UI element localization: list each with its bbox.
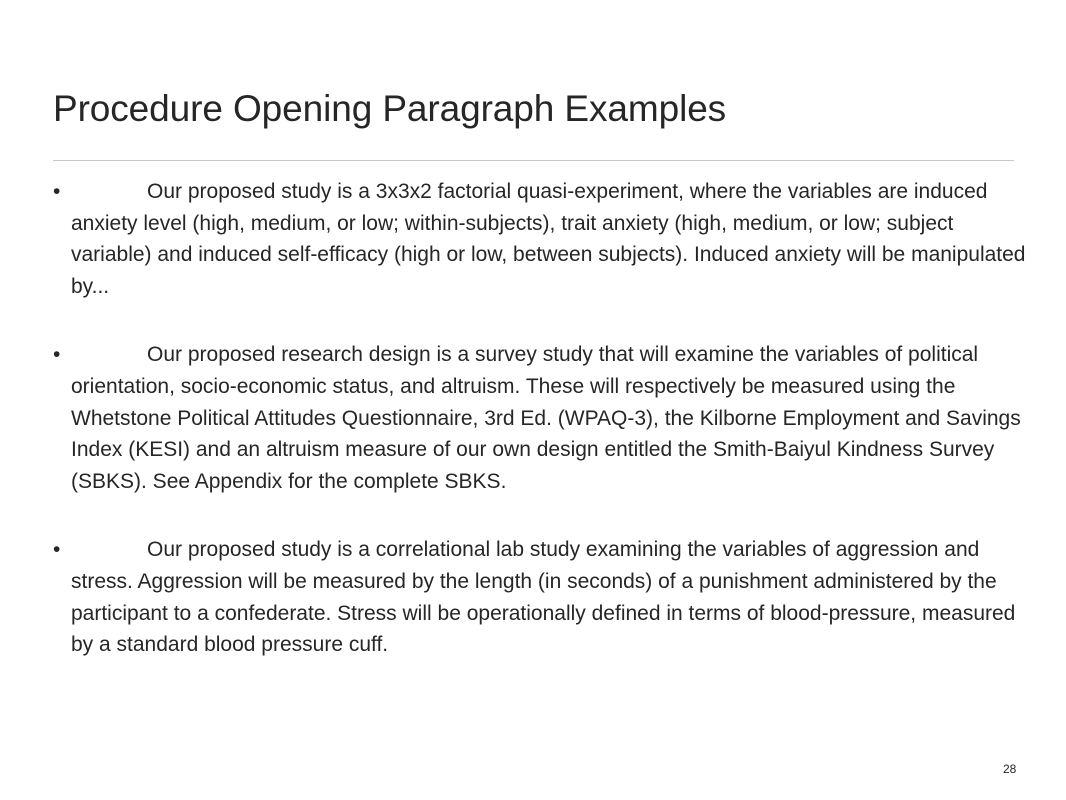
- paragraph-list: [53, 176, 1028, 698]
- paragraph-item: [53, 176, 1028, 302]
- paragraph-item: [53, 339, 1028, 497]
- paragraph-item: [53, 534, 1028, 660]
- paragraph-text: Our proposed study is a correlational lab study examining the variables of aggression and stress. Aggression will be measured by the length (in seconds) of a punishment administered by the participant to a confederate. Stress will be operationally defined in terms of blood-pressure, measured by a standard blood pressure cuff.: [71, 538, 1016, 657]
- slide-title: Procedure Opening Paragraph Examples: [53, 88, 727, 129]
- title-divider: [53, 160, 1014, 161]
- page-number: 28: [1003, 762, 1017, 776]
- bullet-icon: •: [53, 538, 61, 562]
- paragraph-text: Our proposed research design is a survey study that will examine the variables of political orientation, socio-economic status, and altruism. These will respectively be measured using the Whetstone Political Attitudes Questionnaire, 3rd Ed. (WPAQ-3), the Kilborne Employment and Savings Index (KESI) and an altruism measure of our own design entitled the Smith-Baiyul Kindness Survey (SBKS). See Appendix for the complete SBKS.: [71, 343, 1021, 493]
- bullet-icon: •: [53, 180, 61, 203]
- paragraph-text: Our proposed study is a 3x3x2 factorial quasi-experiment, where the variables are induced anxiety level (high, medium, or low; within-subjects), trait anxiety (high, medium, or low; subject variable) and induced self-efficacy (high or low, between subjects). Induced anxiety will be manipulated by...: [71, 180, 1026, 298]
- bullet-icon: •: [53, 343, 61, 367]
